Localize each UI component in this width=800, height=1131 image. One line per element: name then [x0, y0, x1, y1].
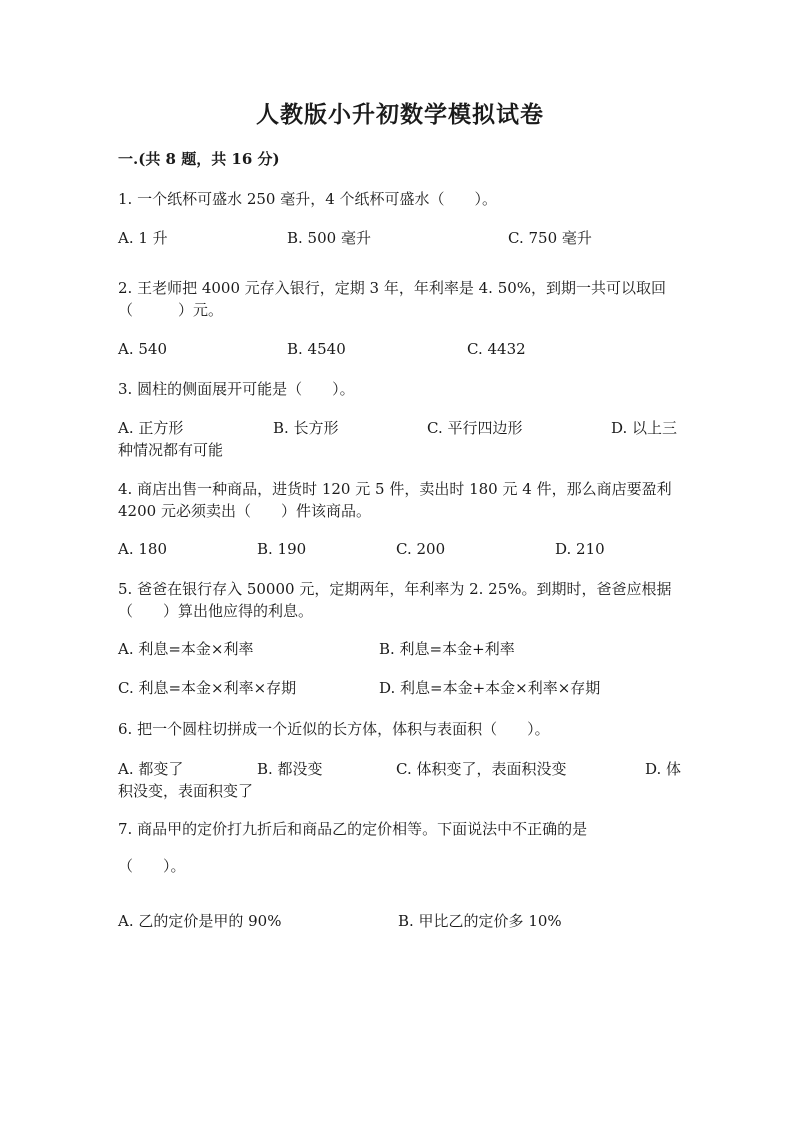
q1-option-c[interactable]: C. 750 毫升 — [508, 229, 592, 247]
q2-option-a[interactable]: A. 540 — [118, 340, 167, 358]
q2-option-b[interactable]: B. 4540 — [287, 340, 346, 358]
q6-option-d[interactable]: D. 体积没变，表面积变了 — [118, 760, 682, 800]
q5-option-c[interactable]: C. 利息=本金×利率×存期 — [118, 679, 297, 697]
q4-option-a[interactable]: A. 180 — [118, 540, 167, 558]
q6-option-d-wrap — [118, 758, 684, 802]
page-title: 人教版小升初数学模拟试卷 — [256, 101, 544, 128]
q5-option-d[interactable]: D. 利息=本金+本金×利率×存期 — [379, 679, 601, 697]
q1-option-b[interactable]: B. 500 毫升 — [287, 229, 371, 247]
q7-option-a[interactable]: A. 乙的定价是甲的 90% — [118, 912, 282, 930]
q6-option-a[interactable]: A. 都变了 — [118, 760, 184, 778]
q7-option-b[interactable]: B. 甲比乙的定价多 10% — [398, 912, 562, 930]
question-7: 7. 商品甲的定价打九折后和商品乙的定价相等。下面说法中不正确的是 — [118, 820, 588, 838]
question-5: 5. 爸爸在银行存入 50000 元，定期两年，年利率为 2. 25%。到期时，爸爸应根据（ ）算出他应得的利息。 — [118, 580, 672, 620]
question-4: 4. 商店出售一种商品，进货时 120 元 5 件，卖出时 180 元 4 件，那么商店要盈利 4200 元必须卖出（ ）件该商品。 — [118, 480, 672, 520]
question-3: 3. 圆柱的侧面展开可能是（ ）。 — [118, 380, 355, 398]
q6-option-b[interactable]: B. 都没变 — [257, 760, 323, 778]
q7-blank: （ ）。 — [118, 857, 186, 875]
q2-option-c[interactable]: C. 4432 — [467, 340, 526, 358]
q3-option-b[interactable]: B. 长方形 — [273, 419, 339, 437]
q3-option-d-wrap — [118, 417, 684, 461]
q4-option-b[interactable]: B. 190 — [257, 540, 307, 558]
question-6: 6. 把一个圆柱切拼成一个近似的长方体，体积与表面积（ ）。 — [118, 720, 550, 738]
q6-option-c[interactable]: C. 体积变了，表面积没变 — [396, 760, 567, 778]
q3-option-a[interactable]: A. 正方形 — [118, 419, 184, 437]
q3-option-c[interactable]: C. 平行四边形 — [427, 419, 523, 437]
question-2: 2. 王老师把 4000 元存入银行，定期 3 年，年利率是 4. 50%，到期一共可以取回（ ）元。 — [118, 279, 667, 319]
q1-option-a[interactable]: A. 1 升 — [118, 229, 168, 247]
q3-option-d[interactable]: D. 以上三种情况都有可能 — [118, 419, 678, 459]
section-header: 一.(共 8 题，共 16 分) — [118, 150, 280, 168]
q4-option-d[interactable]: D. 210 — [555, 540, 605, 558]
q4-option-c[interactable]: C. 200 — [396, 540, 446, 558]
q5-option-b[interactable]: B. 利息=本金+利率 — [379, 640, 515, 658]
question-1: 1. 一个纸杯可盛水 250 毫升，4 个纸杯可盛水（ ）。 — [118, 190, 498, 208]
q5-option-a[interactable]: A. 利息=本金×利率 — [118, 640, 254, 658]
